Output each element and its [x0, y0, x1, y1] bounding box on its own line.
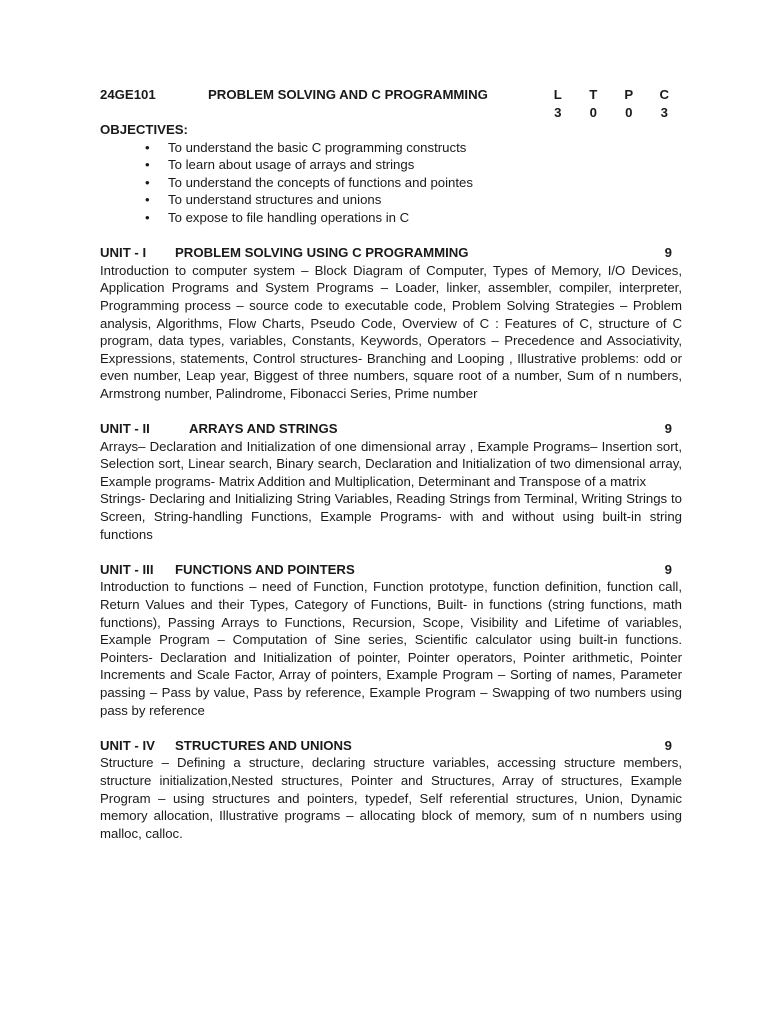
unit-number: UNIT - I [100, 245, 147, 261]
unit-title: STRUCTURES AND UNIONS [175, 737, 352, 753]
bullet-icon: • [145, 209, 150, 225]
unit-header [100, 244, 682, 262]
bullet-icon: • [145, 192, 150, 208]
credit-value-p: 0 [625, 104, 633, 120]
bullet-icon: • [145, 157, 150, 173]
credit-header-p: P [624, 87, 634, 102]
objective-item [145, 209, 682, 227]
unit-title: PROBLEM SOLVING USING C PROGRAMMING [175, 245, 469, 261]
syllabus-page [100, 86, 682, 842]
unit-2 [100, 420, 682, 543]
unit-number: UNIT - III [100, 561, 154, 577]
unit-3 [100, 561, 682, 719]
course-code: 24GE101 [100, 87, 156, 102]
unit-hours: 9 [664, 737, 672, 753]
unit-content: Structure – Defining a structure, declaring structure variables, accessing structure members, structure initialization,Nested structures, Pointer and Structures, Array of structures, Example Program – using structures and pointers, typedef, Self referential structures, Union, Dynamic memory allocation, Illustrative programs – allocating block of memory, sum of n numbers using malloc, calloc. [100, 755, 682, 841]
unit-4 [100, 737, 682, 843]
objective-text: To understand structures and unions [168, 192, 382, 208]
unit-number: UNIT - II [100, 421, 150, 437]
credit-value-c: 3 [660, 104, 668, 120]
objectives-list [100, 139, 682, 227]
bullet-icon: • [145, 139, 150, 155]
objective-text: To expose to file handling operations in C [168, 209, 410, 225]
credit-header-c: C [659, 87, 670, 102]
objective-item [145, 156, 682, 174]
unit-content: Strings- Declaring and Initializing String Variables, Reading Strings from Terminal, Writing Strings to Screen, String-handling Functions, Example Programs- with and without using built-in string functions [100, 491, 682, 542]
credit-value-l: 3 [554, 104, 562, 120]
credit-header-t: T [589, 87, 598, 102]
unit-hours: 9 [664, 421, 672, 437]
unit-content: Introduction to functions – need of Function, Function prototype, function definition, function call, Return Values and their Types, Category of Functions, Built- in functions (string functions, math functions), Passing Arrays to Functions, Recursion, Scope, Visibility and Lifetime of variables, Example Program – Computation of Sine series, Scientific calculator using built-in functions. Pointers- Declaration and Initialization of pointer, Pointer operators, Pointer arithmetic, Pointer Increments and Scale Factor, Array of pointers, Example Program – Sorting of names, Parameter passing – Pass by value, Pass by reference, Example Program – Swapping of two numbers using pass by reference [100, 579, 682, 718]
objective-item [145, 139, 682, 157]
unit-header [100, 737, 682, 755]
unit-title: ARRAYS AND STRINGS [189, 421, 338, 437]
unit-hours: 9 [664, 561, 672, 577]
objective-text: To learn about usage of arrays and strings [168, 157, 415, 173]
unit-header [100, 561, 682, 579]
credit-headers [540, 86, 682, 104]
unit-content: Introduction to computer system – Block Diagram of Computer, Types of Memory, I/O Devices, Application Programs and System Programs – Loader, linker, assembler, compiler, interpreter, Programming process – source code to executable code, Problem Solving Strategies – Problem analysis, Algorithms, Flow Charts, Pseudo Code, Overview of C : Features of C, structure of C program, data types, variables, Constants, Keywords, Operators – Precedence and Associativity, Expressions, statements, Control structures- Branching and Looping , Illustrative problems: odd or even number, Leap year, Biggest of three numbers, square root of a number, Sum of n numbers, Armstrong number, Palindrome, Fibonacci Series, Prime number [100, 262, 682, 401]
unit-hours: 9 [664, 245, 672, 261]
credit-value-t: 0 [589, 104, 597, 120]
unit-1 [100, 244, 682, 402]
course-title: PROBLEM SOLVING AND C PROGRAMMING [208, 87, 488, 102]
objective-item [145, 191, 682, 209]
credit-header-l: L [553, 87, 562, 102]
unit-title: FUNCTIONS AND POINTERS [175, 561, 355, 577]
unit-content: Arrays– Declaration and Initialization of one dimensional array , Example Programs– Insertion sort, Selection sort, Linear search, Binary search, Declaration and Initialization of two dimensional array, Example programs- Matrix Addition and Multiplication, Determinant and Transpose of a matrix [100, 438, 682, 489]
unit-number: UNIT - IV [100, 737, 155, 753]
objectives-heading: OBJECTIVES: [100, 122, 188, 137]
objective-text: To understand the basic C programming constructs [168, 139, 467, 155]
credit-table [540, 86, 682, 121]
course-header [100, 86, 682, 121]
objective-item [145, 174, 682, 192]
objective-text: To understand the concepts of functions and pointes [168, 174, 473, 190]
bullet-icon: • [145, 174, 150, 190]
credit-values [540, 104, 682, 122]
unit-header [100, 420, 682, 438]
